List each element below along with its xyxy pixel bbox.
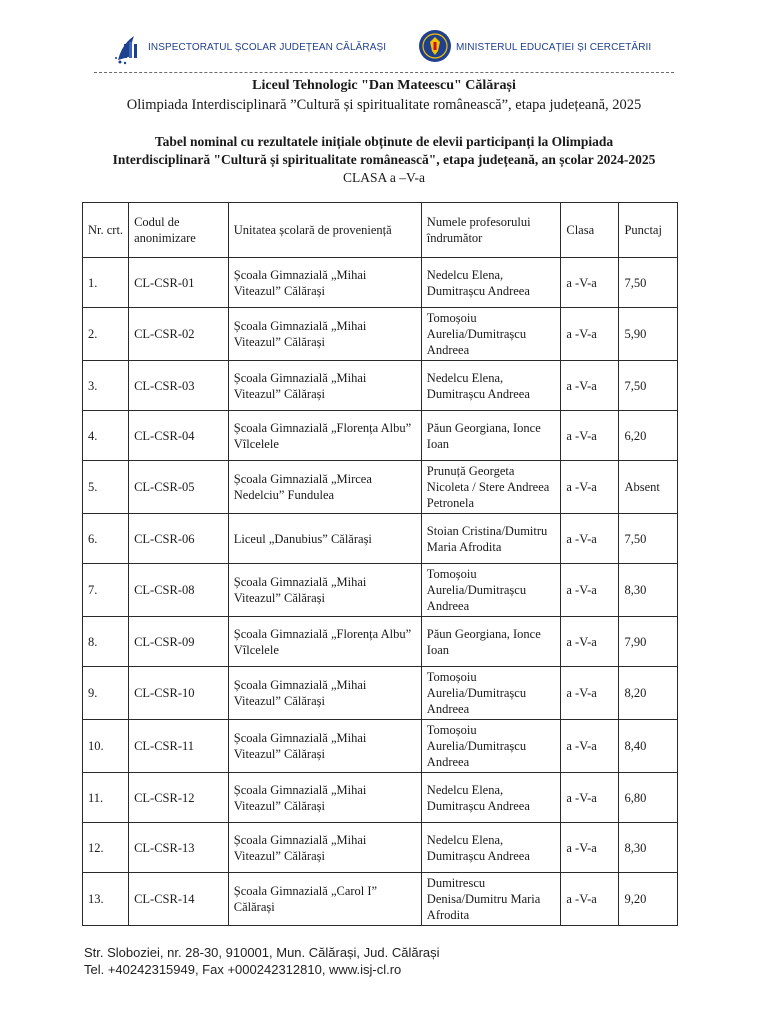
- cell-unitate: Școala Gimnazială „Mihai Viteazul” Călărași: [228, 308, 421, 361]
- cell-nr: 3.: [83, 361, 129, 411]
- cell-punctaj: 8,40: [619, 720, 678, 773]
- footer-contact: Tel. +40242315949, Fax +000242312810, www.isj-cl.ro: [84, 962, 402, 977]
- cell-nr: 6.: [83, 514, 129, 564]
- cell-nr: 1.: [83, 258, 129, 308]
- cell-clasa: a -V-a: [561, 667, 619, 720]
- cell-clasa: a -V-a: [561, 258, 619, 308]
- cell-cod: CL-CSR-06: [129, 514, 229, 564]
- cell-unitate: Școala Gimnazială „Mihai Viteazul” Călărași: [228, 667, 421, 720]
- cell-clasa: a -V-a: [561, 361, 619, 411]
- footer: [84, 944, 440, 978]
- cell-cod: CL-CSR-08: [129, 564, 229, 617]
- cell-nr: 8.: [83, 617, 129, 667]
- cell-cod: CL-CSR-14: [129, 873, 229, 926]
- cell-punctaj: 7,50: [619, 361, 678, 411]
- cell-cod: CL-CSR-11: [129, 720, 229, 773]
- table-row: [83, 361, 678, 411]
- cell-clasa: a -V-a: [561, 564, 619, 617]
- cell-profesor: Nedelcu Elena, Dumitrașcu Andreea: [421, 258, 561, 308]
- cell-clasa: a -V-a: [561, 617, 619, 667]
- cell-punctaj: 7,90: [619, 617, 678, 667]
- cell-clasa: a -V-a: [561, 411, 619, 461]
- cell-punctaj: 8,30: [619, 564, 678, 617]
- footer-address: Str. Sloboziei, nr. 28-30, 910001, Mun. Călărași, Jud. Călărași: [84, 945, 440, 960]
- cell-profesor: Tomoșoiu Aurelia/Dumitrașcu Andreea: [421, 667, 561, 720]
- cell-profesor: Tomoșoiu Aurelia/Dumitrașcu Andreea: [421, 720, 561, 773]
- cell-nr: 2.: [83, 308, 129, 361]
- cell-cod: CL-CSR-12: [129, 773, 229, 823]
- cell-profesor: Păun Georgiana, Ionce Ioan: [421, 411, 561, 461]
- table-row: [83, 564, 678, 617]
- cell-punctaj: 8,30: [619, 823, 678, 873]
- cell-cod: CL-CSR-03: [129, 361, 229, 411]
- cell-punctaj: 8,20: [619, 667, 678, 720]
- cell-clasa: a -V-a: [561, 823, 619, 873]
- header-profesor: Numele profesorului îndrumător: [421, 203, 561, 258]
- cell-profesor: Nedelcu Elena, Dumitrașcu Andreea: [421, 773, 561, 823]
- results-table: [82, 202, 678, 926]
- cell-cod: CL-CSR-01: [129, 258, 229, 308]
- header-punctaj: Punctaj: [619, 203, 678, 258]
- cell-unitate: Școala Gimnazială „Mircea Nedelciu” Fundulea: [228, 461, 421, 514]
- olympiad-subtitle: Olimpiada Interdisciplinară ”Cultură și spiritualitate românească”, etapa județeană, 2025: [126, 97, 642, 113]
- cell-unitate: Liceul „Danubius” Călărași: [228, 514, 421, 564]
- isj-name: INSPECTORATUL ȘCOLAR JUDEȚEAN CĂLĂRAȘI: [148, 42, 387, 53]
- header-unitate: Unitatea școlară de proveniență: [228, 203, 421, 258]
- cell-profesor: Tomoșoiu Aurelia/Dumitrașcu Andreea: [421, 564, 561, 617]
- cell-profesor: Prunuță Georgeta Nicoleta / Stere Andreea Petronela: [421, 461, 561, 514]
- ministry-crest-icon: [418, 29, 452, 63]
- table-title-line2: Interdisciplinară "Cultură și spiritualitate românească", etapa județeană, an școlar 2024-2025: [112, 152, 656, 167]
- cell-cod: CL-CSR-09: [129, 617, 229, 667]
- header-nr: Nr. crt.: [83, 203, 129, 258]
- cell-cod: CL-CSR-05: [129, 461, 229, 514]
- table-row: [83, 308, 678, 361]
- cell-unitate: Școala Gimnazială „Mihai Viteazul” Călărași: [228, 823, 421, 873]
- header-clasa: Clasa: [561, 203, 619, 258]
- table-row: [83, 667, 678, 720]
- cell-unitate: Școala Gimnazială „Mihai Viteazul” Călărași: [228, 564, 421, 617]
- cell-nr: 11.: [83, 773, 129, 823]
- cell-cod: CL-CSR-10: [129, 667, 229, 720]
- cell-cod: CL-CSR-04: [129, 411, 229, 461]
- cell-punctaj: 7,50: [619, 514, 678, 564]
- cell-clasa: a -V-a: [561, 514, 619, 564]
- header-divider: [94, 72, 674, 73]
- cell-unitate: Școala Gimnazială „Florența Albu” Vîlcelele: [228, 411, 421, 461]
- cell-profesor: Păun Georgiana, Ionce Ioan: [421, 617, 561, 667]
- cell-punctaj: 7,50: [619, 258, 678, 308]
- table-row: [83, 514, 678, 564]
- cell-cod: CL-CSR-02: [129, 308, 229, 361]
- school-name: Liceul Tehnologic "Dan Mateescu" Călărași: [252, 78, 516, 93]
- cell-unitate: Școala Gimnazială „Florența Albu” Vîlcelele: [228, 617, 421, 667]
- cell-punctaj: 6,20: [619, 411, 678, 461]
- cell-profesor: Dumitrescu Denisa/Dumitru Maria Afrodita: [421, 873, 561, 926]
- cell-nr: 10.: [83, 720, 129, 773]
- cell-clasa: a -V-a: [561, 873, 619, 926]
- cell-nr: 5.: [83, 461, 129, 514]
- table-row: [83, 461, 678, 514]
- cell-punctaj: 9,20: [619, 873, 678, 926]
- cell-profesor: Nedelcu Elena, Dumitrașcu Andreea: [421, 361, 561, 411]
- cell-nr: 7.: [83, 564, 129, 617]
- cell-profesor: Nedelcu Elena, Dumitrașcu Andreea: [421, 823, 561, 873]
- cell-clasa: a -V-a: [561, 773, 619, 823]
- cell-unitate: Școala Gimnazială „Mihai Viteazul” Călărași: [228, 720, 421, 773]
- header-cod: Codul de anonimizare: [129, 203, 229, 258]
- table-title-line1: Tabel nominal cu rezultatele inițiale obținute de elevii participanți la Olimpiada: [154, 134, 614, 149]
- table-row: [83, 720, 678, 773]
- cell-punctaj: 5,90: [619, 308, 678, 361]
- table-row: [83, 823, 678, 873]
- table-row: [83, 873, 678, 926]
- cell-punctaj: Absent: [619, 461, 678, 514]
- cell-clasa: a -V-a: [561, 720, 619, 773]
- cell-nr: 4.: [83, 411, 129, 461]
- class-heading: CLASA a –V-a: [342, 170, 425, 185]
- table-header-row: [83, 203, 678, 258]
- cell-clasa: a -V-a: [561, 308, 619, 361]
- cell-unitate: Școala Gimnazială „Carol I” Călărași: [228, 873, 421, 926]
- table-row: [83, 773, 678, 823]
- cell-profesor: Stoian Cristina/Dumitru Maria Afrodita: [421, 514, 561, 564]
- cell-unitate: Școala Gimnazială „Mihai Viteazul” Călărași: [228, 258, 421, 308]
- table-row: [83, 258, 678, 308]
- cell-nr: 9.: [83, 667, 129, 720]
- cell-profesor: Tomoșoiu Aurelia/Dumitrașcu Andreea: [421, 308, 561, 361]
- table-row: [83, 411, 678, 461]
- cell-unitate: Școala Gimnazială „Mihai Viteazul” Călărași: [228, 773, 421, 823]
- isj-logo-icon: [112, 30, 150, 66]
- table-row: [83, 617, 678, 667]
- cell-nr: 13.: [83, 873, 129, 926]
- cell-punctaj: 6,80: [619, 773, 678, 823]
- cell-unitate: Școala Gimnazială „Mihai Viteazul” Călărași: [228, 361, 421, 411]
- cell-nr: 12.: [83, 823, 129, 873]
- ministry-name: MINISTERUL EDUCAȚIEI ȘI CERCETĂRII: [456, 42, 652, 53]
- cell-cod: CL-CSR-13: [129, 823, 229, 873]
- cell-clasa: a -V-a: [561, 461, 619, 514]
- letterhead: [0, 26, 768, 76]
